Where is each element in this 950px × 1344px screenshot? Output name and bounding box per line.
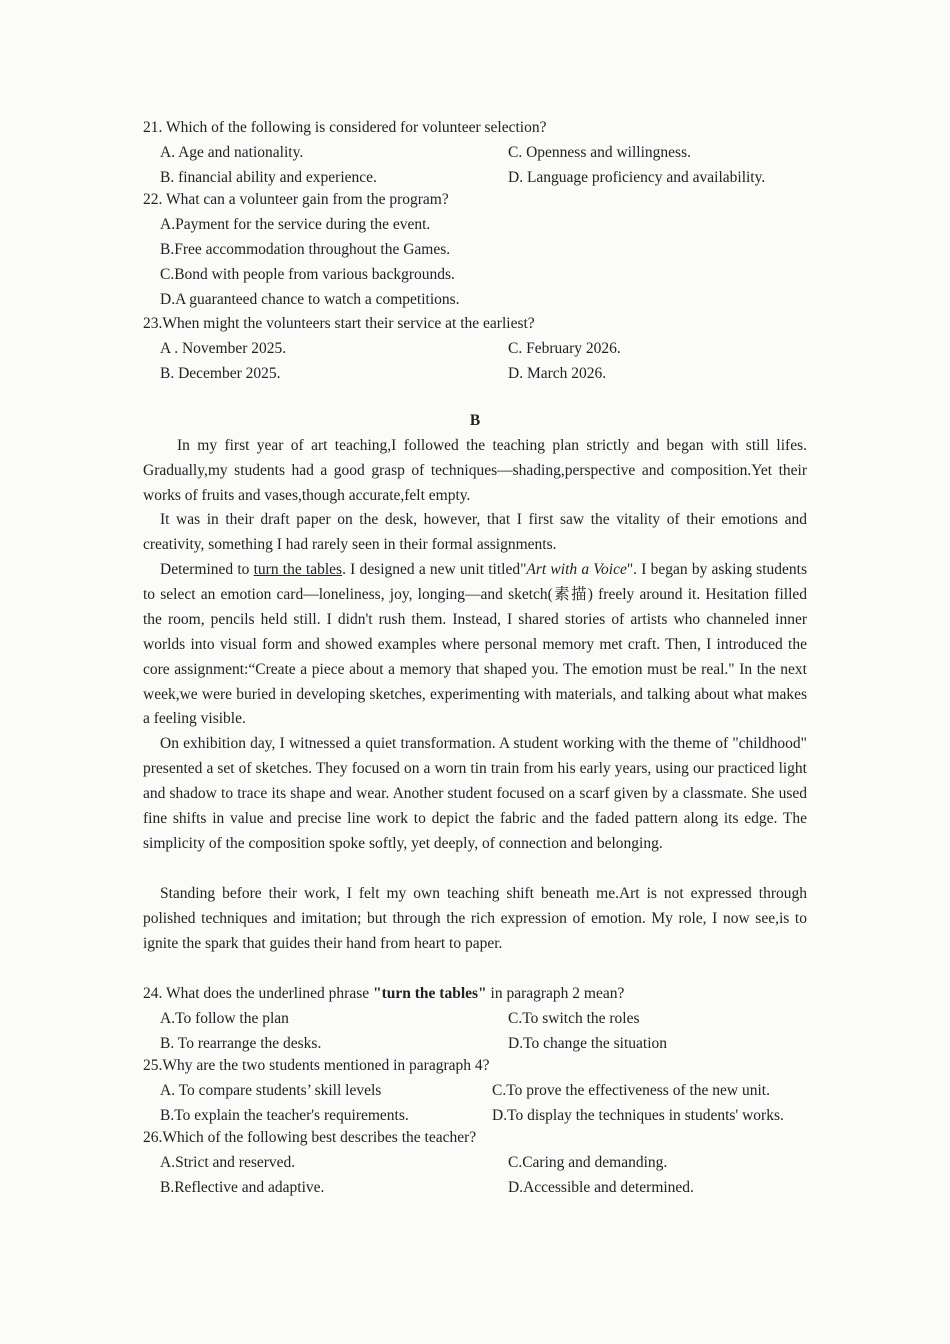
passage-paragraph-5: Standing before their work, I felt my own teaching shift beneath me.Art is not expressed through polished techniques and imitation; but through the rich expression of emotion. My role, I now see,is to ignite the spark that guides their hand from heart to paper. [143, 885, 807, 952]
question-23-stem: 23.When might the volunteers start their service at the earliest? [143, 315, 535, 332]
question-23-option-a: A . November 2025. [160, 340, 287, 357]
question-26-option-d: D.Accessible and determined. [508, 1179, 694, 1196]
question-21-stem: 21. Which of the following is considered for volunteer selection? [143, 119, 547, 136]
question-22-stem: 22. What can a volunteer gain from the program? [143, 191, 449, 208]
paragraph-3-mid: . I designed a new unit titled" [342, 561, 527, 578]
question-22-option-a: A.Payment for the service during the event. [160, 216, 431, 233]
paragraph-3-lead: Determined to [160, 561, 254, 578]
question-26-option-a: A.Strict and reserved. [160, 1154, 296, 1171]
section-b-title: B [469, 412, 481, 429]
question-24-stem-phrase: "turn the tables" [373, 985, 487, 1002]
question-24-stem-after: in paragraph 2 mean? [486, 985, 625, 1002]
paragraph-3-rest: ". I began by asking students to select an emotion card—loneliness, joy, longing—and sketch(素描) freely around it. Hesitation filled the room, pencils held still. I didn't rush them. Instead, I shared stories of artists who channeled inner worlds into visual form and showed examples where personal memory met craft. Then, I introduced the core assignment:“Create a piece about a memory that shaped you. The emotion must be real." In the next week,we were buried in developing sketches, experimenting with materials, and talking about what makes a feeling visible. [143, 561, 807, 728]
passage-paragraph-1: In my first year of art teaching,I followed the teaching plan strictly and began with still lifes. Gradually,my students had a good grasp of techniques—shading,perspective and composition.Yet their works of fruits and vases,though accurate,felt empty. [143, 437, 807, 504]
question-25-option-b: B.To explain the teacher's requirements. [160, 1107, 409, 1124]
question-21-option-b: B. financial ability and experience. [160, 169, 377, 186]
question-22-option-d: D.A guaranteed chance to watch a competitions. [160, 291, 460, 308]
question-25-option-a: A. To compare students’ skill levels [160, 1082, 382, 1099]
underlined-phrase: turn the tables [253, 561, 343, 578]
question-24-option-b: B. To rearrange the desks. [160, 1035, 322, 1052]
passage-paragraph-2: It was in their draft paper on the desk, however, that I first saw the vitality of their emotions and creativity, something I had rarely seen in their formal assignments. [143, 511, 807, 553]
question-23-option-d: D. March 2026. [508, 365, 607, 382]
question-24-option-d: D.To change the situation [508, 1035, 668, 1052]
question-24-stem [143, 984, 624, 1004]
question-21-option-c: C. Openness and willingness. [508, 144, 691, 161]
question-26-stem: 26.Which of the following best describes the teacher? [143, 1129, 477, 1146]
question-25-stem: 25.Why are the two students mentioned in paragraph 4? [143, 1057, 490, 1074]
question-21-option-a: A. Age and nationality. [160, 144, 304, 161]
question-21-option-d: D. Language proficiency and availability. [508, 169, 766, 186]
question-22-option-b: B.Free accommodation throughout the Games. [160, 241, 451, 258]
passage-paragraph-4: On exhibition day, I witnessed a quiet transformation. A student working with the theme of "childhood" presented a set of sketches. They focused on a worn tin train from his early years, using our practiced light and shadow to trace its shape and wear. Another student focused on a scarf given by a classmate. She used fine shifts in value and precise line work to depict the fabric and the faded pattern along its edge. The simplicity of the composition spoke softly, yet deeply, of connection and belonging. [143, 735, 807, 852]
unit-title: Art with a Voice [526, 561, 627, 578]
question-24-stem-before: 24. What does the underlined phrase [143, 985, 373, 1002]
question-23-option-c: C. February 2026. [508, 340, 621, 357]
question-22-option-c: C.Bond with people from various backgrounds. [160, 266, 455, 283]
question-25-option-d: D.To display the techniques in students' works. [492, 1107, 784, 1124]
question-24-option-a: A.To follow the plan [160, 1010, 289, 1027]
question-26-option-b: B.Reflective and adaptive. [160, 1179, 325, 1196]
question-26-option-c: C.Caring and demanding. [508, 1154, 668, 1171]
question-24-option-c: C.To switch the roles [508, 1010, 640, 1027]
passage-paragraph-3 [143, 558, 807, 732]
question-23-option-b: B. December 2025. [160, 365, 281, 382]
question-25-option-c: C.To prove the effectiveness of the new unit. [492, 1082, 770, 1099]
